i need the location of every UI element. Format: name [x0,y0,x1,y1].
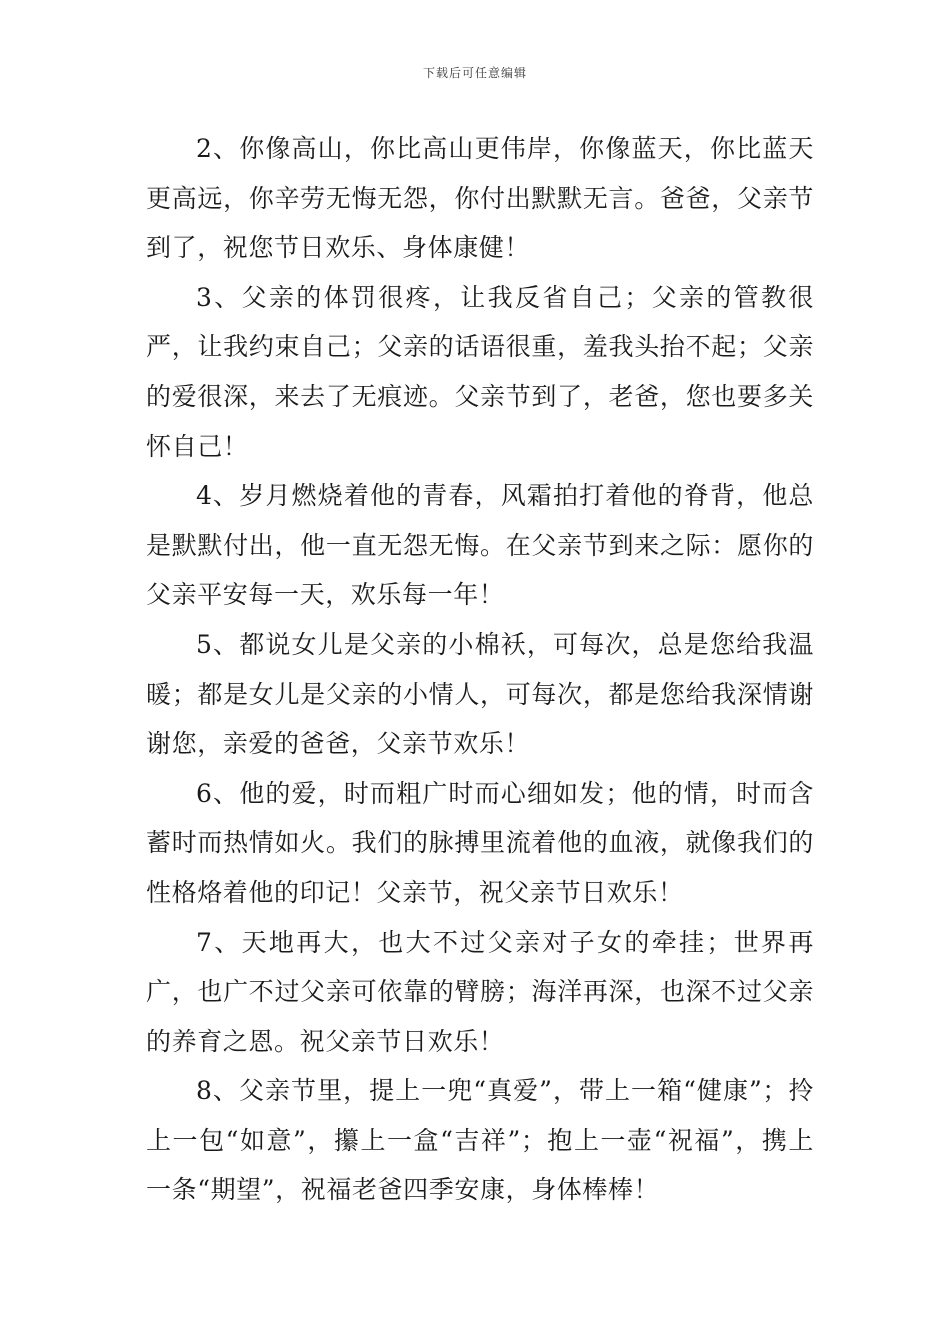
paragraph-8: 8、父亲节里，提上一兜“真爱”，带上一箱“健康”；拎上一包“如意”，攥上一盒“吉祥”；抱上一壶“祝福”，携上一条“期望”，祝福老爸四季安康，身体棒棒！ [146,1076,814,1205]
paragraph-3: 3、父亲的体罚很疼，让我反省自己；父亲的管教很严，让我约束自己；父亲的话语很重，羞我头抬不起；父亲的爱很深，来去了无痕迹。父亲节到了，老爸，您也要多关怀自己！ [146,282,814,461]
paragraph-4: 4、岁月燃烧着他的青春，风霜拍打着他的脊背，他总是默默付出，他一直无怨无悔。在父亲节到来之际：愿你的父亲平安每一天，欢乐每一年！ [146,481,814,610]
page-header: 下载后可任意编辑 [422,66,527,80]
paragraph-5: 5、都说女儿是父亲的小棉袄，可每次，总是您给我温暖；都是女儿是父亲的小情人，可每次，都是您给我深情谢谢您，亲爱的爸爸，父亲节欢乐！ [146,629,814,759]
paragraph-2: 2、你像高山，你比高山更伟岸，你像蓝天，你比蓝天更高远，你辛劳无悔无怨，你付出默默无言。爸爸，父亲节到了，祝您节日欢乐、身体康健！ [146,134,814,263]
document-body [146,124,814,1215]
paragraph-7: 7、天地再大，也大不过父亲对子女的牵挂；世界再广，也广不过父亲可依靠的臂膀；海洋再深，也深不过父亲的养育之恩。祝父亲节日欢乐！ [146,927,814,1056]
paragraph-6: 6、他的爱，时而粗广时而心细如发；他的情，时而含蓄时而热情如火。我们的脉搏里流着他的血液，就像我们的性格烙着他的印记！父亲节，祝父亲节日欢乐！ [146,778,814,907]
